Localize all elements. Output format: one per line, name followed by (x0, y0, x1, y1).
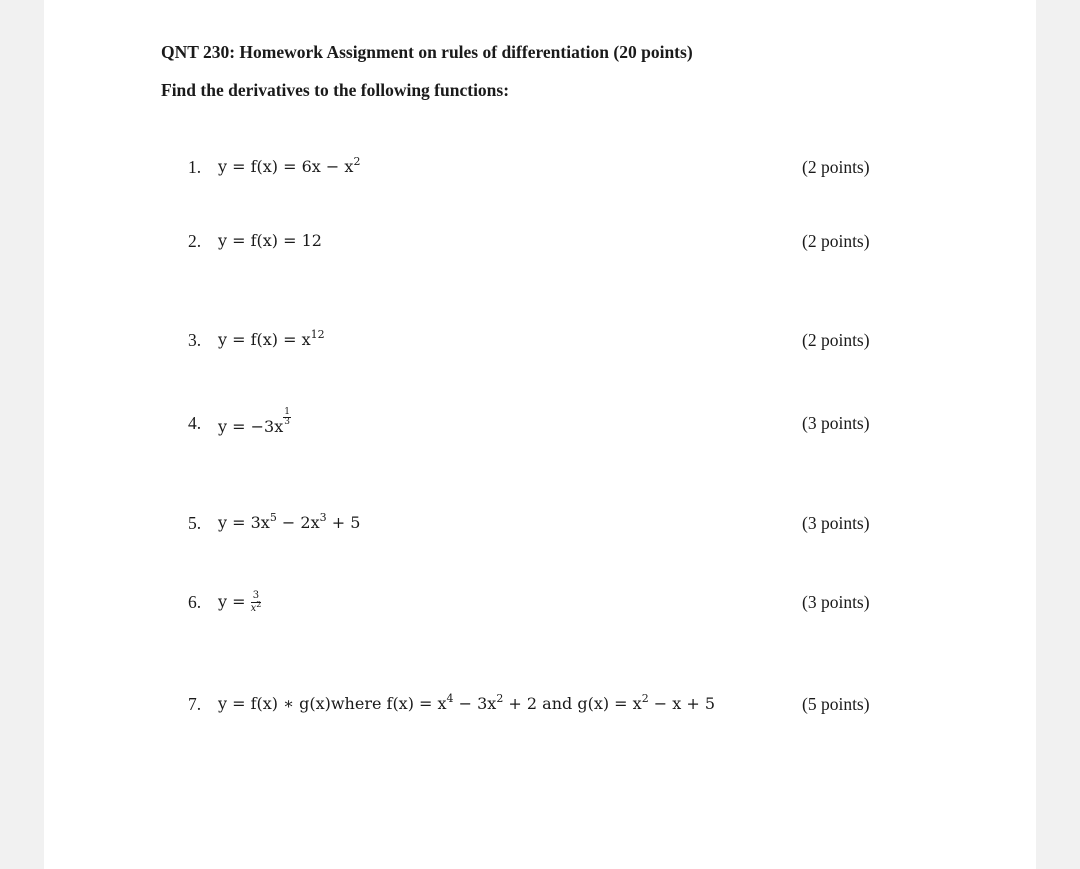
problem-number: 5. (188, 513, 202, 533)
fraction: $\frac{3}{x^2}$ (250, 590, 262, 614)
problem-1 (188, 152, 888, 182)
problem-expression: $y = f(x) = 6x - x^2$ (218, 155, 361, 176)
problem-points: (3 points) (802, 413, 870, 433)
problem-3 (188, 325, 888, 355)
problem-points: (2 points) (802, 231, 870, 251)
instruction-text: Find the derivatives to the following functions: (161, 80, 510, 100)
problem-points: (5 points) (802, 694, 870, 714)
problem-4 (188, 408, 888, 438)
problem-number: 6. (188, 592, 202, 612)
problem-number: 1. (188, 157, 202, 177)
problem-expression: y = f(x) = 12 (218, 231, 322, 250)
problem-number: 4. (188, 413, 202, 433)
problem-6 (188, 587, 888, 617)
problem-number: 3. (188, 330, 202, 350)
problem-7 (188, 689, 888, 719)
problem-expression: $y = 3x^5 - 2x^3 + 5$ (218, 511, 361, 532)
problem-points: (3 points) (802, 513, 870, 533)
problem-expression: y = f(x) ∗ g(x)where $f(x) = x^4 - 3x^2 + 2$ and $g(x) = x^2 - x + 5$ (218, 692, 716, 713)
problem-expression: $y = f(x) = x^{12}$ (218, 328, 325, 349)
problem-points: (3 points) (802, 592, 870, 612)
problem-expression: y = −3x $\frac{1}{3}$ (218, 407, 290, 436)
page-title: QNT 230: Homework Assignment on rules of differentiation (20 points) (161, 42, 693, 62)
exponent-fraction: $\frac{1}{3}$ (284, 407, 290, 427)
problem-5 (188, 508, 888, 538)
problem-number: 2. (188, 231, 202, 251)
problem-expression: y = $\frac{3}{x^2}$ (218, 590, 262, 614)
problem-2 (188, 226, 888, 256)
problem-points: (2 points) (802, 330, 870, 350)
problem-number: 7. (188, 694, 202, 714)
problem-points: (2 points) (802, 157, 870, 177)
